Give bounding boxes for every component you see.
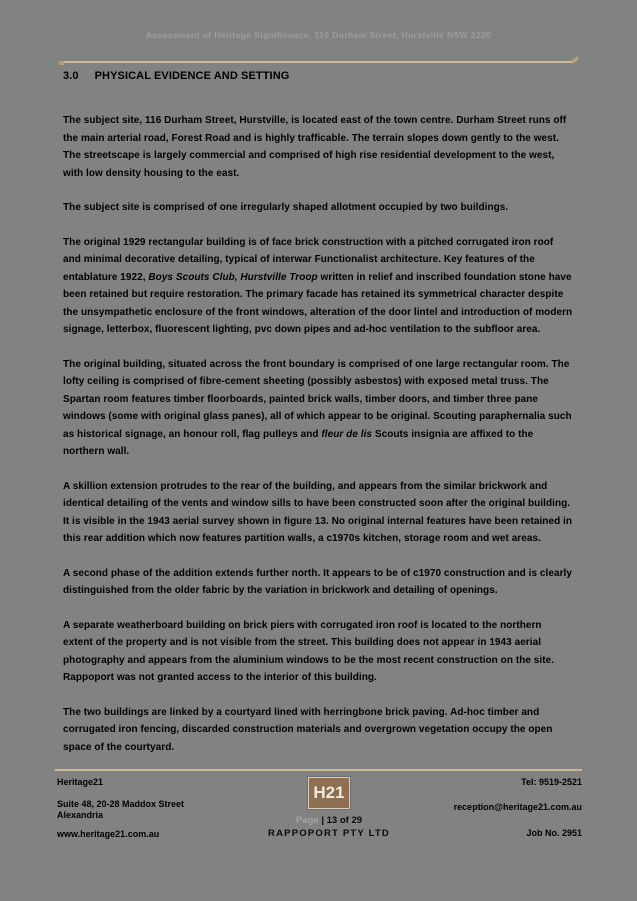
paragraph-second-phase-addition bbox=[63, 565, 574, 600]
footer-address-line2: Alexandria bbox=[57, 810, 104, 820]
paragraph-text: The subject site is comprised of one irregularly shaped allotment occupied by two buildings. bbox=[63, 202, 509, 213]
paragraph-text: Scouts insignia are affixed to the northern wall. bbox=[63, 428, 534, 457]
section-title: PHYSICAL EVIDENCE AND SETTING bbox=[94, 70, 290, 82]
paragraph-text: A skillion extension protrudes to the rear of the building, and appears from the similar brickwork and identical detailing of the vents and window sills to have been constructed soon after the original building. It is visible in the 1943 aerial survey shown in figure 13. No original internal features have been retained in this rear addition which now features partition walls, a c1970s kitchen, storage room and wet areas. bbox=[63, 480, 573, 544]
footer-contact-block bbox=[382, 777, 582, 839]
footer-website-link[interactable]: www.heritage21.com.au bbox=[57, 829, 160, 839]
section-heading bbox=[63, 70, 574, 82]
paragraph-text: The two buildings are linked by a courtyard lined with herringbone brick paving. Ad-hoc timber and corrugated iron fencing, discarded construction materials and overgrown vegetation occupy the open space of the courtyard. bbox=[63, 706, 553, 753]
running-header: Assessment of Heritage Significance, 116 Durham Street, Hurstville NSW 2220 bbox=[145, 30, 492, 40]
page-number-indicator bbox=[259, 815, 399, 826]
footer-company-name: Heritage21 bbox=[57, 777, 104, 787]
paragraph-original-building-interior bbox=[63, 356, 574, 461]
header-divider-rule bbox=[63, 61, 574, 63]
paragraph-allotment bbox=[63, 199, 574, 217]
heritage21-logo: H21 bbox=[308, 777, 350, 809]
paragraph-text: The original 1929 rectangular building is of face brick construction with a pitched corrugated iron roof and minimal decorative detailing, typical of interwar Functionalist architecture. Key features of the entablature 1922, bbox=[63, 236, 554, 283]
footer-company-block bbox=[57, 777, 247, 840]
paragraph-site-location bbox=[63, 112, 574, 182]
document-body bbox=[63, 70, 574, 773]
footer-firm-name: RAPPOPORT PTY LTD bbox=[268, 828, 390, 839]
paragraph-text: A second phase of the addition extends further north. It appears to be of c1970 construction and is clearly distinguished from the older fabric by the variation in brickwork and detailing of openings. bbox=[63, 567, 572, 596]
section-number: 3.0 bbox=[63, 70, 79, 82]
page-footer bbox=[55, 777, 582, 877]
footer-telephone: Tel: 9519-2521 bbox=[521, 777, 582, 787]
paragraph-original-building-exterior bbox=[63, 234, 574, 339]
paragraph-text: The original building, situated across the front boundary is comprised of one large rectangular room. The lofty ceiling is comprised of fibre-cement sheeting (possibly asbestos) with exposed metal truss. The Spartan room features timber floorboards, painted brick walls, timber doors, and timber three pane windows (some with original glass panes), all of which appear to be original. Scouting paraphernalia such as historical signage, an honour roll, flag pulleys and bbox=[63, 358, 572, 440]
footer-divider-rule bbox=[55, 769, 582, 771]
paragraph-text: The subject site, 116 Durham Street, Hurstville, is located east of the town centre. Durham Street runs off the main arterial road, Forest Road and is highly trafficable. The terrain slopes down gently to the west. The streetscape is largely commercial and comprised of high rise residential development to the west, with low density housing to the east. bbox=[63, 115, 567, 179]
paragraph-skillion-extension bbox=[63, 478, 574, 548]
paragraph-courtyard bbox=[63, 704, 574, 757]
footer-email-link[interactable]: reception@heritage21.com.au bbox=[453, 802, 582, 812]
footer-logo-block bbox=[259, 777, 399, 839]
footer-address-line1: Suite 48, 20-28 Maddox Street bbox=[57, 799, 185, 809]
rule-left-tick bbox=[59, 61, 64, 65]
paragraph-weatherboard-building bbox=[63, 617, 574, 687]
paragraph-text: A separate weatherboard building on brick piers with corrugated iron roof is located to the northern extent of the property and is not visible from the street. This building does not appear in 1943 aerial photography and appears from the aluminium windows to be the most recent construction on the site. Rappoport was not granted access to the interior of this building. bbox=[63, 619, 555, 683]
page-label: Page bbox=[295, 815, 322, 826]
footer-job-number: Job No. 2951 bbox=[526, 828, 582, 838]
paragraph-text: written in relief and inscribed foundation stone have been retained but require restoration. The primary facade has retained its symmetrical character despite the unsympathetic enclosure of the front windows, alteration of the door lintel and introduction of modern signage, letterbox, fluorescent lighting, pvc down pipes and ad-hoc ventilation to the subfloor area. bbox=[63, 271, 573, 335]
fleur-de-lis-italic: fleur de lis bbox=[321, 428, 373, 440]
rule-right-tick bbox=[572, 56, 578, 63]
page-number: | 13 of 29 bbox=[321, 815, 363, 826]
inscription-italic: Boys Scouts Club, Hurstville Troop bbox=[148, 271, 318, 283]
